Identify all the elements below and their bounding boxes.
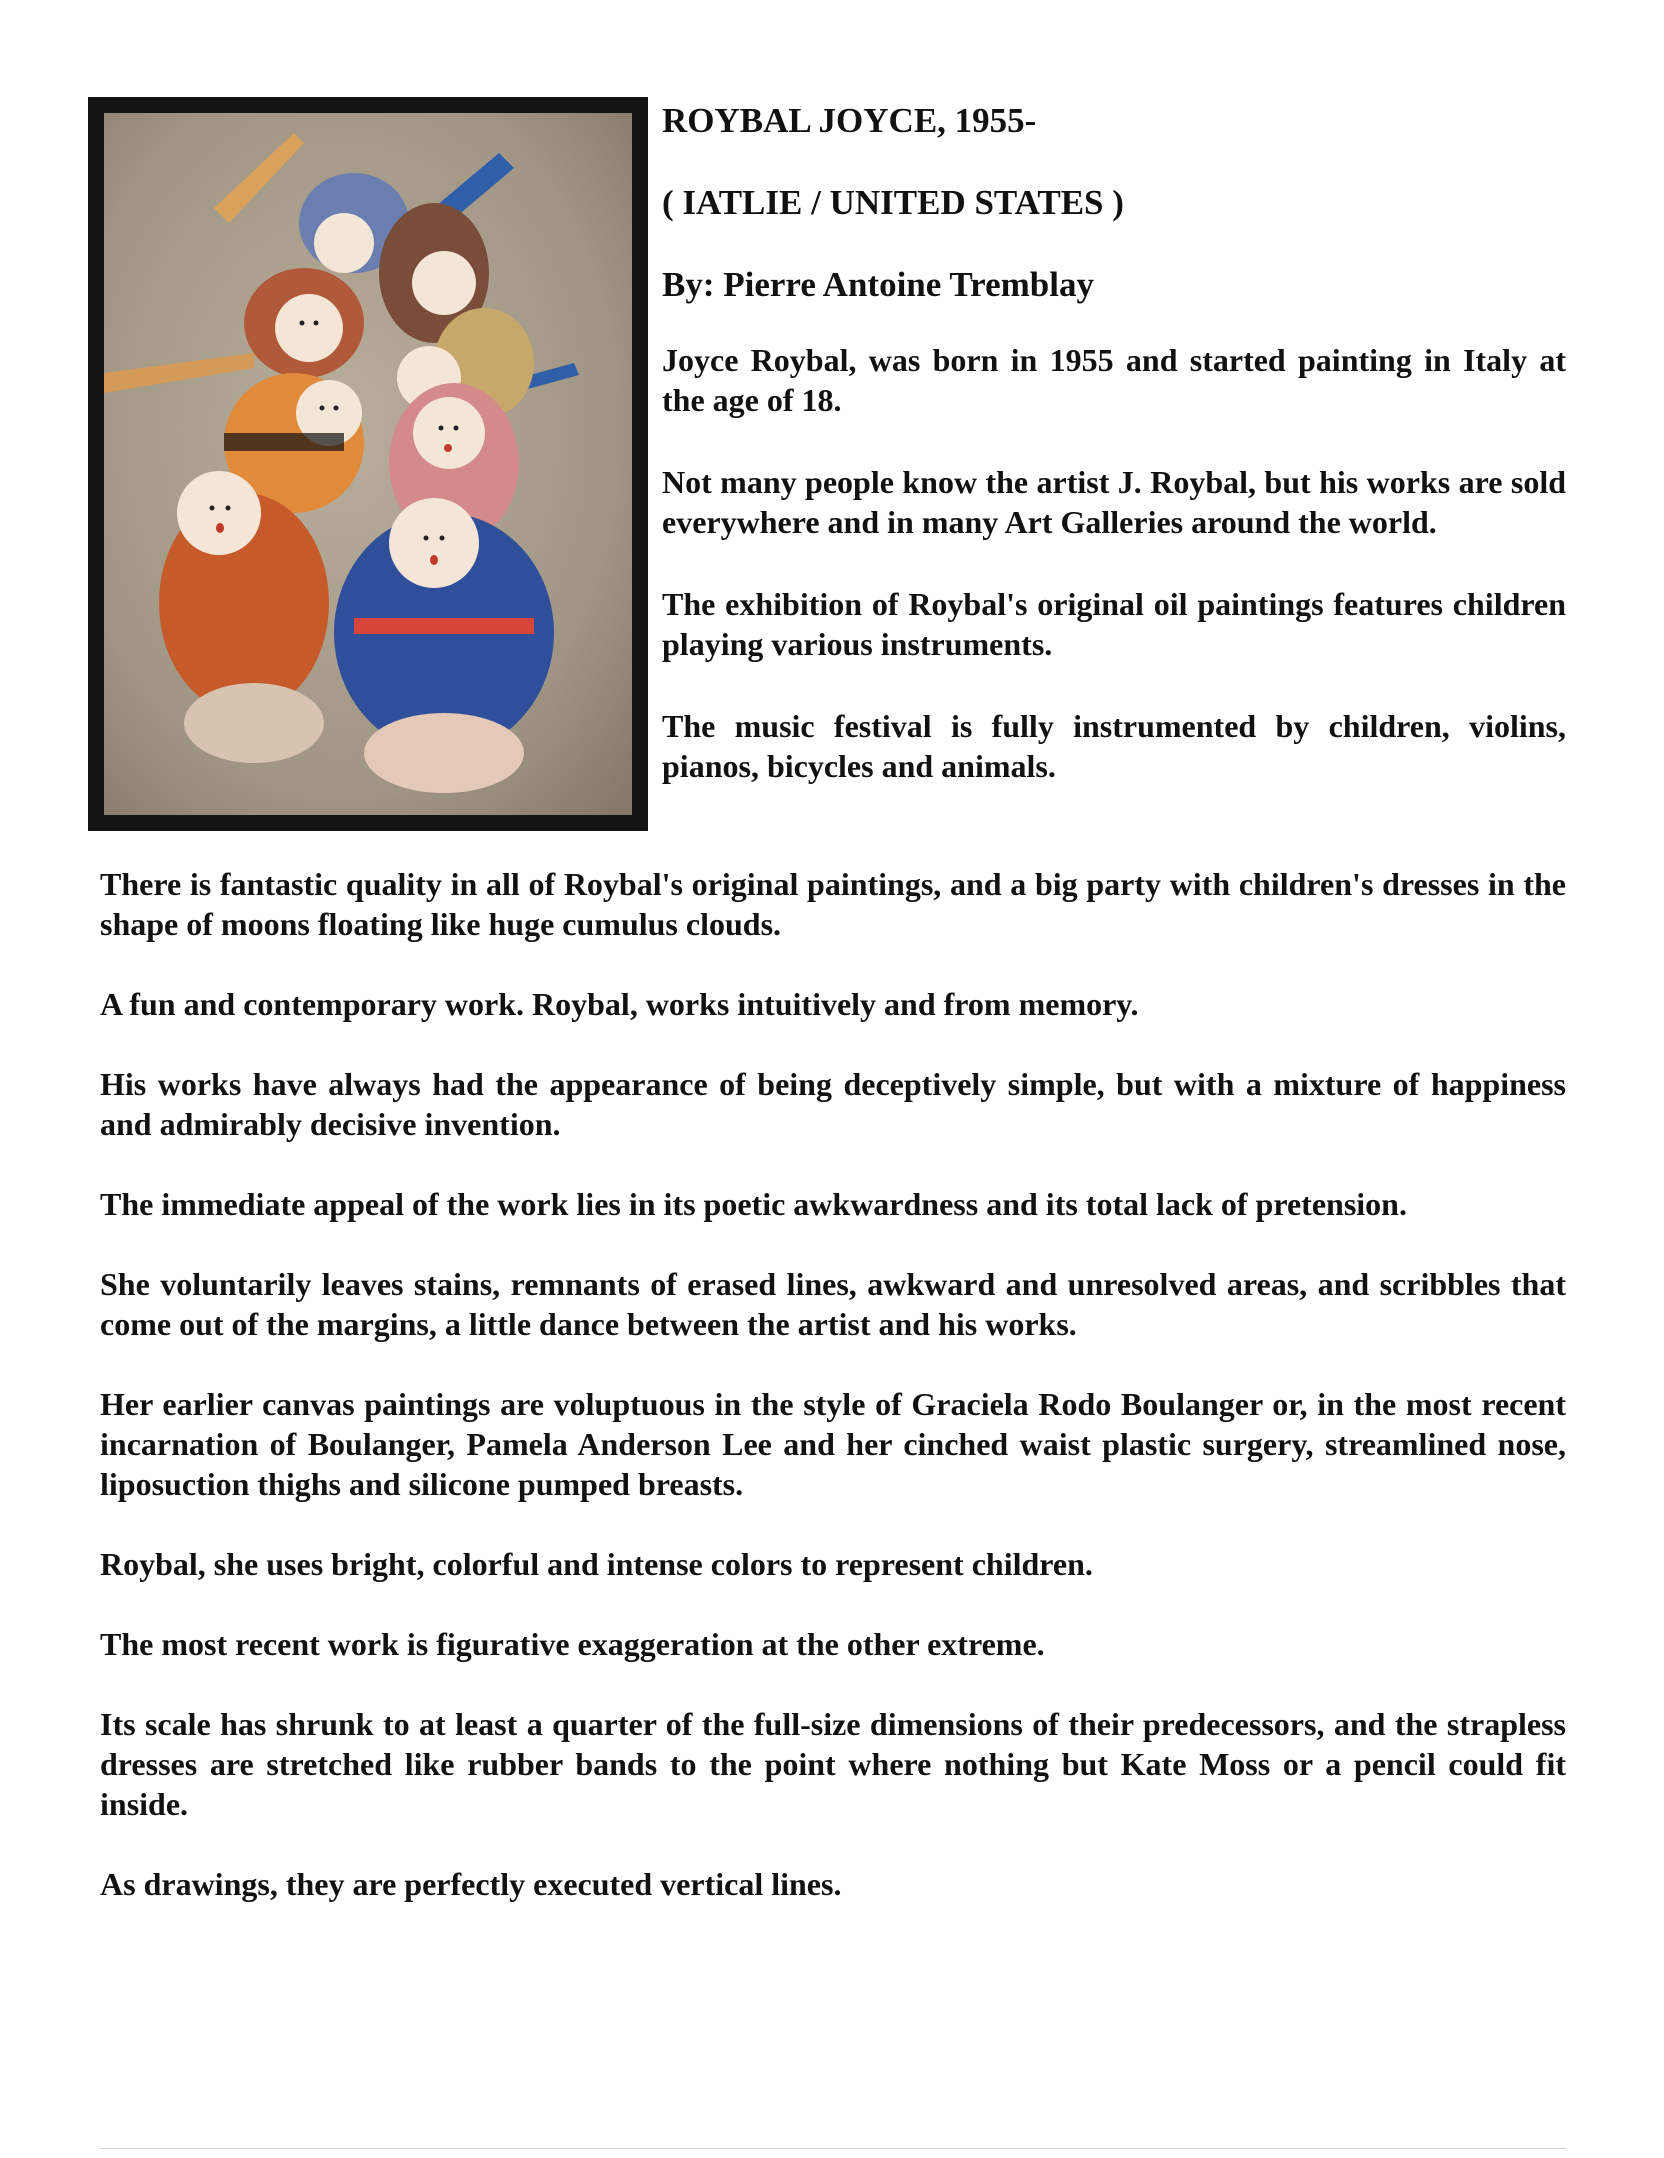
body-paragraph: As drawings, they are perfectly executed vertical lines. bbox=[100, 1866, 842, 1902]
body-column bbox=[100, 864, 1566, 1944]
artist-title: ROYBAL JOYCE, 1955- bbox=[662, 101, 1037, 140]
article-byline: By: Pierre Antoine Tremblay bbox=[662, 265, 1094, 304]
side-paragraph: The exhibition of Roybal's original oil paintings features children playing various instruments. bbox=[662, 586, 1566, 662]
header-column bbox=[662, 100, 1566, 828]
body-paragraph: The most recent work is figurative exaggeration at the other extreme. bbox=[100, 1626, 1045, 1662]
body-paragraph: Its scale has shrunk to at least a quarter of the full-size dimensions of their predecessors, and the strapless dresses are stretched like rubber bands to the point where nothing but Kate Moss or a pencil could fit inside. bbox=[100, 1706, 1566, 1822]
body-paragraph: She voluntarily leaves stains, remnants of erased lines, awkward and unresolved areas, and scribbles that come out of the margins, a little dance between the artist and his works. bbox=[100, 1266, 1566, 1342]
painting-frame bbox=[88, 97, 648, 831]
body-paragraph: A fun and contemporary work. Roybal, works intuitively and from memory. bbox=[100, 986, 1139, 1022]
side-paragraph: The music festival is fully instrumented by children, violins, pianos, bicycles and animals. bbox=[662, 708, 1566, 784]
body-paragraph: His works have always had the appearance of being deceptively simple, but with a mixture of happiness and admirably decisive invention. bbox=[100, 1066, 1566, 1142]
side-paragraph: Not many people know the artist J. Roybal, but his works are sold everywhere and in many Art Galleries around the world. bbox=[662, 464, 1566, 540]
artist-countries: ( IATLIE / UNITED STATES ) bbox=[662, 183, 1124, 222]
side-paragraph: Joyce Roybal, was born in 1955 and started painting in Italy at the age of 18. bbox=[662, 342, 1566, 418]
body-paragraph: Her earlier canvas paintings are voluptuous in the style of Graciela Rodo Boulanger or, in the most recent incarnation of Boulanger, Pamela Anderson Lee and her cinched waist plastic surgery, streamlined nose, liposuction thighs and silicone pumped breasts. bbox=[100, 1386, 1566, 1502]
page-bottom-rule bbox=[100, 2148, 1566, 2149]
body-paragraph: There is fantastic quality in all of Roybal's original paintings, and a big party with children's dresses in the shape of moons floating like huge cumulus clouds. bbox=[100, 866, 1566, 942]
body-paragraph: Roybal, she uses bright, colorful and intense colors to represent children. bbox=[100, 1546, 1093, 1582]
body-paragraph: The immediate appeal of the work lies in its poetic awkwardness and its total lack of pretension. bbox=[100, 1186, 1407, 1222]
painting-image bbox=[104, 113, 632, 815]
